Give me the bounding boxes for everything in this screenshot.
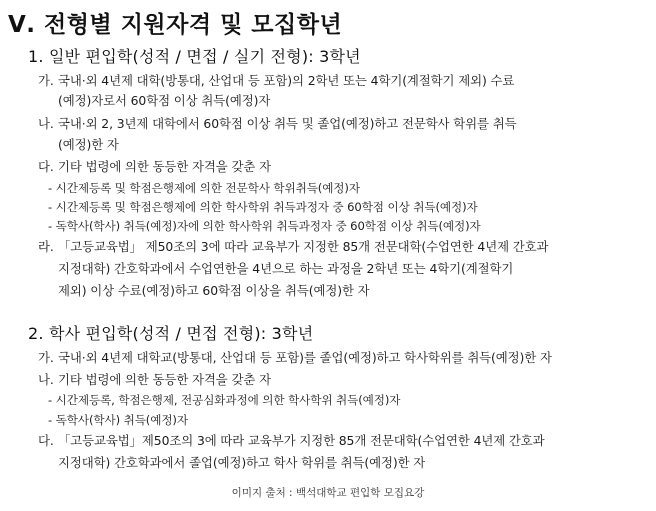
s2-item-na-marker: 나. <box>38 372 54 387</box>
s2-item-da-text: 「고등교육법」제50조의 3에 따라 교육부가 지정한 85개 전문대학(수업연한 4년제 간호과 <box>58 433 545 448</box>
page-title: Ⅴ. 전형별 지원자격 및 모집학년 <box>8 12 343 38</box>
image-source-caption: 이미지 출처 : 백석대학교 편입학 모집요강 <box>231 487 425 499</box>
s1-item-na-text: 국내·외 2, 3년제 대학에서 60학점 이상 취득 및 졸업(예정)하고 전문학사 학위를 취득 <box>58 116 517 131</box>
s1-item-da-sub3: - 독학사(학사) 취득(예정)자에 의한 학사학위 취득과정자 중 60학점 이상 취득(예정)자 <box>48 219 481 233</box>
s1-item-da-text: 기타 법령에 의한 동등한 자격을 갖춘 자 <box>58 159 271 174</box>
s1-item-da-marker: 다. <box>38 159 54 174</box>
s1-item-da-sub2: - 시간제등록 및 학점은행제에 의한 학사학위 취득과정자 중 60학점 이상 취득(예정)자 <box>48 200 478 214</box>
s2-item-ga-line1 <box>38 350 552 366</box>
s1-item-na-line1 <box>38 116 516 132</box>
s1-item-da-line1 <box>38 159 271 175</box>
section-1-heading: 1. 일반 편입학(성적 / 면접 / 실기 전형): 3학년 <box>28 47 361 66</box>
s1-item-na-line2: (예정)한 자 <box>58 137 119 152</box>
s2-item-na-sub2: - 독학사(학사) 취득(예정)자 <box>48 413 188 427</box>
s1-item-ra-marker: 라. <box>38 239 54 254</box>
s1-item-ra-line1 <box>38 239 548 255</box>
s1-item-ga-line2: (예정)자로서 60학점 이상 취득(예정)자 <box>58 93 271 108</box>
s1-item-da-sub1: - 시간제등록 및 학점은행제에 의한 전문학사 학위취득(예정)자 <box>48 181 360 195</box>
s1-item-ra-line3: 제외) 이상 수료(예정)하고 60학점 이상을 취득(예정)한 자 <box>58 283 370 298</box>
s2-item-na-text: 기타 법령에 의한 동등한 자격을 갖춘 자 <box>58 372 271 387</box>
section-2-heading: 2. 학사 편입학(성적 / 면접 전형): 3학년 <box>28 324 314 343</box>
s1-item-na-marker: 나. <box>38 116 54 131</box>
s2-item-ga-text: 국내·외 4년제 대학교(방통대, 산업대 등 포함)를 졸업(예정)하고 학사학위를 취득(예정)한 자 <box>58 350 552 365</box>
s2-item-ga-marker: 가. <box>38 350 54 365</box>
s1-item-ga-line1 <box>38 73 514 89</box>
s2-item-na-line1 <box>38 372 271 388</box>
s2-item-na-sub1: - 시간제등록, 학점은행제, 전공심화과정에 의한 학사학위 취득(예정)자 <box>48 393 401 407</box>
s1-item-ga-marker: 가. <box>38 73 54 88</box>
s2-item-da-line2: 지정대학) 간호학과에서 졸업(예정)하고 학사 학위를 취득(예정)한 자 <box>58 455 426 470</box>
s1-item-ga-text: 국내·외 4년제 대학(방통대, 산업대 등 포함)의 2학년 또는 4학기(계절학기 제외) 수료 <box>58 73 515 88</box>
s2-item-da-line1 <box>38 433 545 449</box>
s2-item-da-marker: 다. <box>38 433 54 448</box>
s1-item-ra-line2: 지정대학) 간호학과에서 수업연한을 4년으로 하는 과정을 2학년 또는 4학기(계절학기 <box>58 261 514 276</box>
s1-item-ra-text: 「고등교육법」 제50조의 3에 따라 교육부가 지정한 85개 전문대학(수업연한 4년제 간호과 <box>58 239 549 254</box>
